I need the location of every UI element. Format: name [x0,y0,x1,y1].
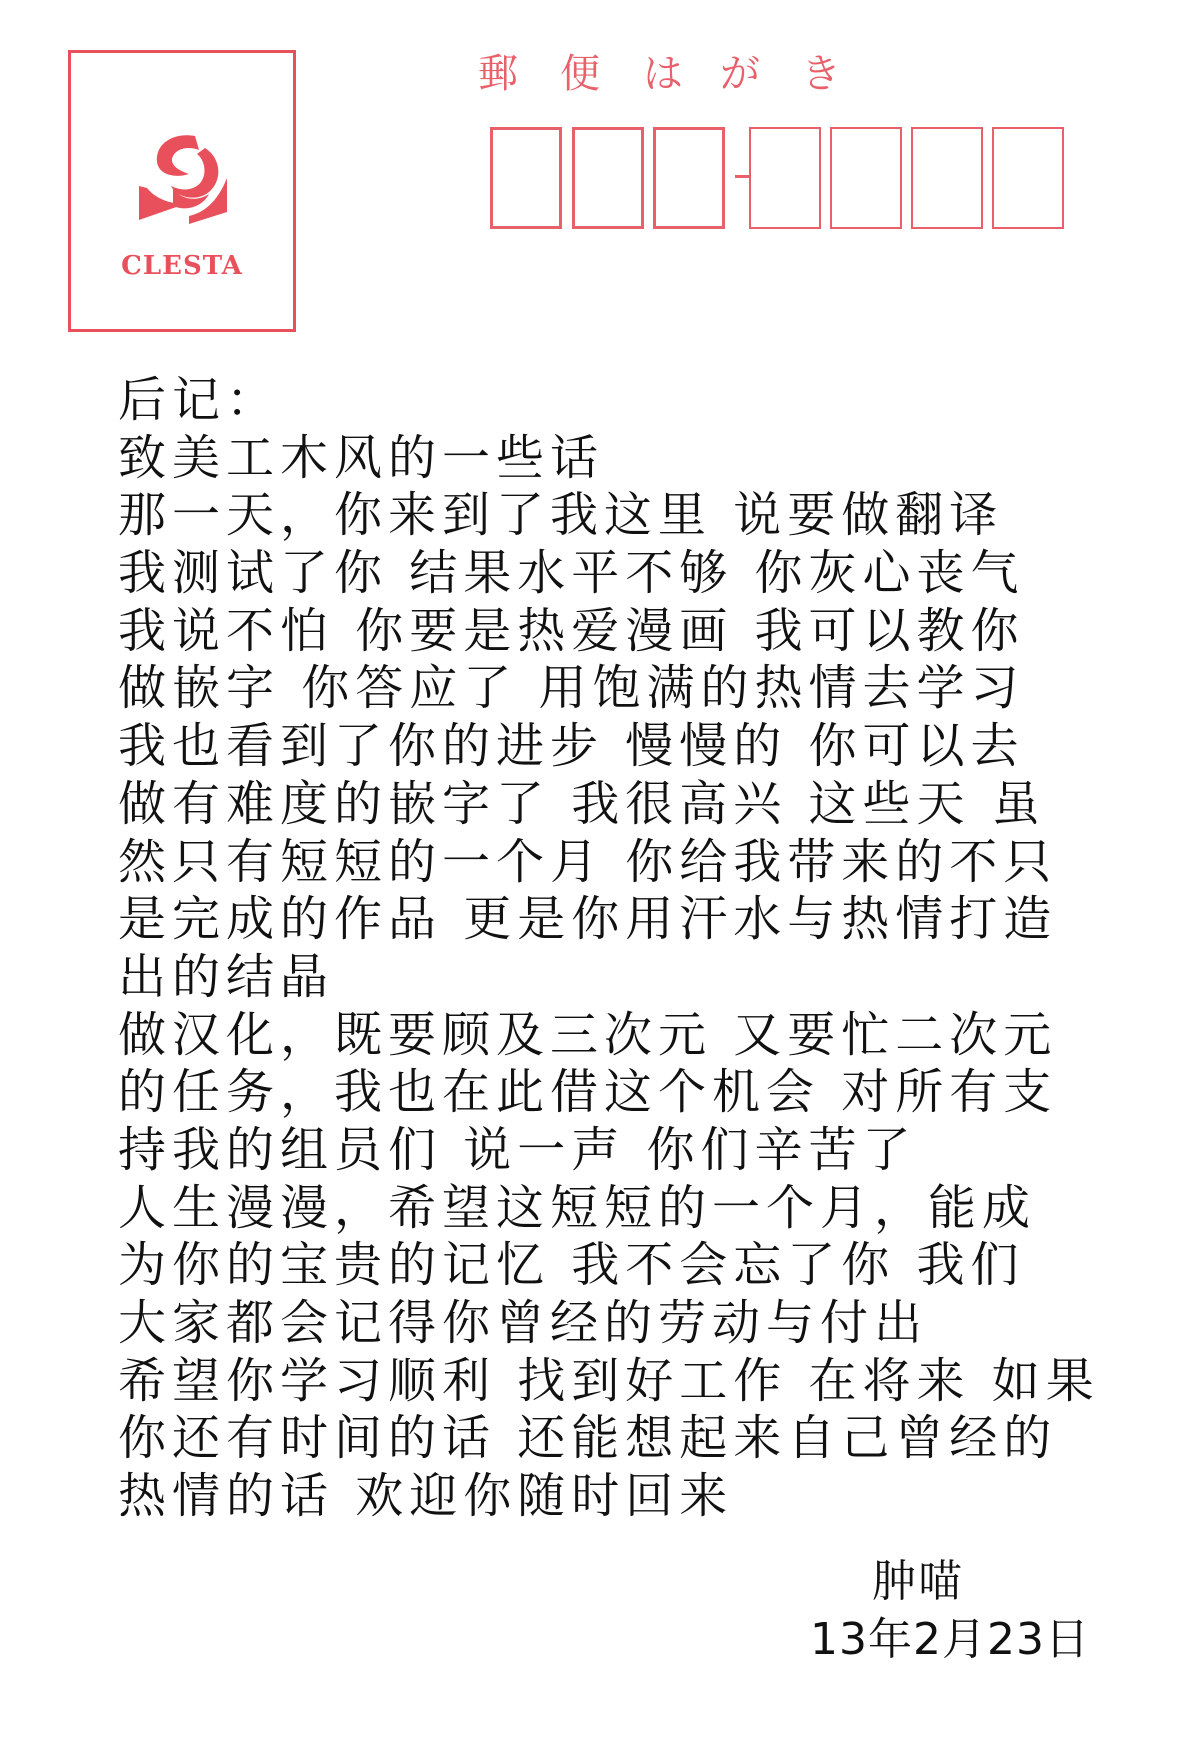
stamp-box [68,50,296,332]
postal-code-box [830,127,902,229]
postcard-heading-char: が [720,51,760,97]
letter-line: 大家都会记得你曾经的劳动与付出 [118,1295,929,1351]
clesta-swirl-logo-icon [133,128,233,228]
letter-line: 做有难度的嵌字了 我很高兴 这些天 虽 [118,775,1046,832]
letter-line: 持我的组员们 说一声 你们辛苦了 [118,1121,917,1178]
letter-line: 是完成的作品 更是你用汗水与热情打造 [118,891,1058,948]
letter-line: 然只有短短的一个月 你给我带来的不只 [118,833,1058,890]
letter-line: 致美工木风的一些话 [118,429,605,486]
letter-line: 做汉化，既要顾及三次元 又要忙二次元 [118,1006,1058,1063]
letter-body [118,372,1148,1526]
letter-line: 人生漫漫，希望这短短的一个月，能成 [118,1179,1037,1236]
letter-line: 那一天，你来到了我这里 说要做翻译 [118,487,1004,544]
postal-code-box [572,127,644,229]
signature: 肿喵 [872,1556,964,1607]
postal-code-box [992,127,1064,229]
postal-code-box [490,127,562,229]
postcard-heading-char: は [643,51,683,97]
letter-line: 我说不怕 你要是热爱漫画 我可以教你 [118,602,1025,659]
postcard-heading-char: き [801,51,841,97]
letter-line: 希望你学习顺利 找到好工作 在将来 如果 [118,1352,1100,1409]
postcard-heading [478,42,878,102]
letter-line: 出的结晶 [118,948,335,1005]
letter-date: 13年2月23日 [810,1614,1090,1665]
postal-code-dash [735,175,749,178]
postal-code-box [911,127,983,229]
letter-line: 的任务，我也在此借这个机会 对所有支 [118,1064,1058,1121]
letter-line: 做嵌字 你答应了 用饱满的热情去学习 [118,660,1025,717]
letter-line: 我测试了你 结果水平不够 你灰心丧气 [118,545,1025,602]
letter-line: 你还有时间的话 还能想起来自己曾经的 [118,1410,1058,1467]
postcard-heading-char: 郵 [478,51,518,97]
letter-line: 热情的话 欢迎你随时回来 [118,1468,734,1525]
postal-code-boxes [490,127,1065,231]
letter-line: 为你的宝贵的记忆 我不会忘了你 我们 [118,1237,1025,1294]
stamp-brand-label: CLESTA [121,251,243,281]
postcard-heading-char: 便 [560,51,600,97]
letter-line: 后记： [118,372,281,428]
postal-code-box [749,127,821,229]
postal-code-box [653,127,725,229]
letter-line: 我也看到了你的进步 慢慢的 你可以去 [118,718,1025,775]
